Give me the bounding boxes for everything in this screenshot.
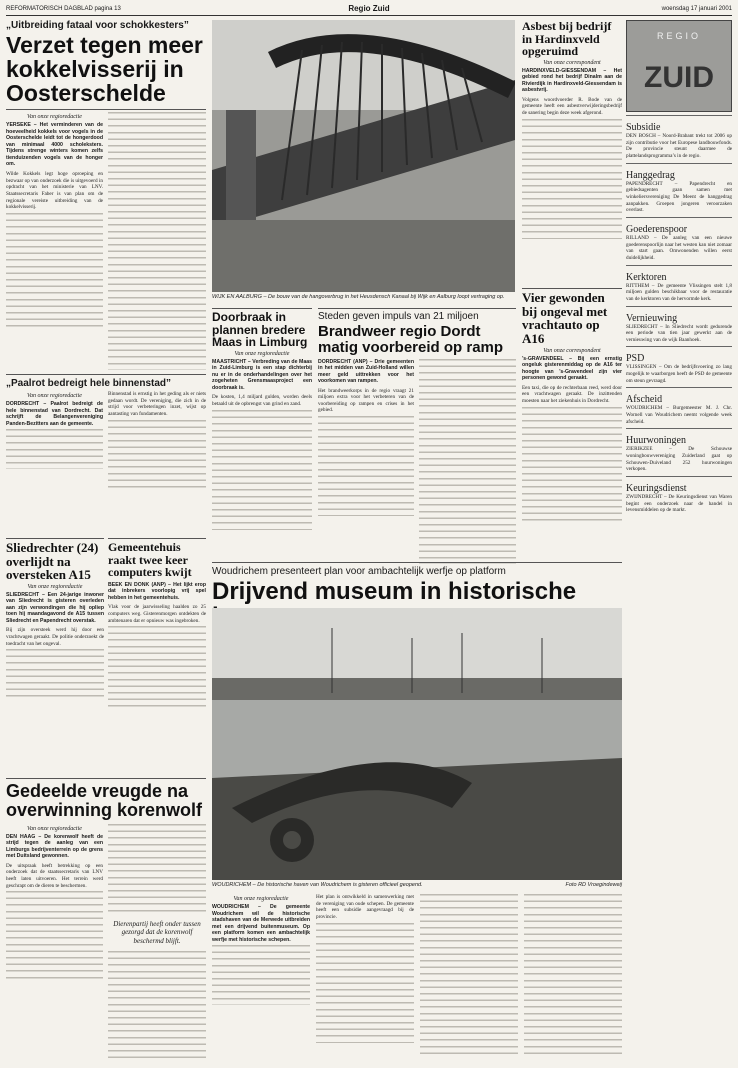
byline: Van onze regioredactie (27, 825, 82, 832)
byline: Van onze regioredactie (27, 393, 82, 399)
article-kokkelvisserij (6, 20, 206, 370)
sidebar-section-title: Goederenspoor (626, 223, 688, 235)
article-museum-body (212, 894, 622, 1062)
article-brandweer (318, 308, 516, 560)
sidebar-section-text: RITTHEM – De gemeente Vlissingen stelt 1,8 miljoen gulden beschikbaar voor de restauratie van de kerktoren van de hervormde kerk. (626, 282, 732, 302)
pull-quote: Dierenpartij heeft onder tussen gezorgd dat de korenwolf beschermd blijft. (113, 919, 201, 945)
sidebar-section-title: Vernieuwing (626, 312, 678, 324)
lead: YERSEKE – Het verminderen van de hoeveelheid kokkels voor vogels in de Oosterschelde leidt tot de hongerdood van minimaal 4000 scholeksters. Tijdens strenge winters komen zelfs tienduizenden vogels van de honger om. (6, 122, 103, 168)
body: Bij zijn oversteek werd hij door een vrachtwagen geraakt. De politie onderzoekt de toedracht van het ongeval. (6, 627, 104, 647)
body: Vlak voor de jaarwisseling haalden zo 25 computers weg. Gisterenmorgen ontdekten de ambtenaren dat er opnieuw was ingebroken. (108, 604, 206, 624)
headline: Vier gewonden bij ongeval met vrachtauto op A16 (522, 290, 608, 346)
sidebar-section-title: Huurwoningen (626, 435, 686, 447)
logo-top: REGIO (656, 31, 701, 41)
headline: Sliedrechter (24) overlijdt na oversteken A15 (6, 540, 99, 583)
body: Binnenstad is ernstig in het geding als er niets gedaan wordt. De vereniging, die zich in de strijd voor verbeteringen inzet, wijst op aantasting van fundamenten. (108, 391, 206, 417)
headline: Gedeelde vreugde na overwinning korenwolf (6, 781, 203, 820)
sidebar-section-title: Afscheid (626, 394, 663, 406)
body: Wilde Kokkels legt hoge oproeping en bezwaar op van onderzoek die is uitgevoerd in opdracht van het ministerie van LNV. Staatssecretaris Faber is van plan om de regionale vereiste uitbreiding van de kokkelvisserij. (6, 170, 103, 211)
byline: Van onze regioredactie (233, 896, 289, 902)
sidebar-section-text: ZWIJNDRECHT – De Keuringsdienst van Waren begint een onderzoek naar de handel in levensmiddelen op de markt. (626, 494, 732, 514)
sidebar-section-text: WOUDRICHEM – Burgemeester M. J. Chr. Wornell van Woudrichem neemt volgende week afscheid. (626, 405, 732, 425)
headline: Brandweer regio Dordt matig voorbereid op ramp (318, 323, 504, 356)
photo-credit: Foto RD Vroegindeweij (565, 882, 622, 888)
sidebar-section (626, 428, 732, 473)
sidebar-section-text: ZIERIKZEE – De Schouwse woningbouwvereniging Zuiderland gaat op Schouwen-Duiveland 252 huurwoningen verkopen. (626, 446, 732, 473)
headline: Drijvend museum in historische (212, 578, 577, 605)
photo-harbour (212, 608, 622, 880)
bridge-photo-image (212, 20, 515, 292)
body: Een taxi, die op de rechterbaan reed, werd door een vrachtwagen geraakt. De inzittenden moesten naar het ziekenhuis in Dordrecht. (522, 384, 622, 404)
harbour-photo-image (212, 608, 622, 880)
kicker: Steden geven impuls van 21 miljoen (318, 311, 479, 322)
logo-bottom: ZUID (644, 61, 714, 94)
sidebar-section-title: Kerktoren (626, 271, 667, 283)
sidebar-section (626, 265, 732, 303)
body: Het plan is ontwikkeld in samenwerking met de vereniging van oude schepen. De gemeente heeft een subsidie aangevraagd bij de provincie. (316, 894, 414, 920)
sidebar-section (626, 163, 732, 214)
sidebar-section-text: DEN BOSCH – Noord-Brabant trekt tot 2006 op zijn contributie voor het Europese landbouwfonds. De provincie steunt daarmee de plattelandsprogramma’s in de regio. (626, 133, 732, 159)
section-title: Regio Zuid (348, 4, 390, 13)
byline: Van onze regioredactie (27, 114, 82, 121)
article-vier-gewonden (522, 288, 622, 560)
sidebar-section (626, 115, 732, 160)
article-computers (108, 538, 206, 773)
photo-caption: WOUDRICHEM – De historische haven van Woudrichem is gisteren officieel geopend. (212, 882, 423, 888)
lead: HARDINXVELD-GIESSENDAM – Het gebied rond het bedrijf Dinalm aan de Rivierdijk in Hardinxveld-Giessendam is asbestvrij. (522, 67, 622, 94)
byline: Van onze correspondent (543, 59, 601, 66)
lead: BEEK EN DONK (ANP) – Het lijkt erop dat inbrekers voorlopig vrij spel hebben in het gemeentehuis. (108, 581, 206, 601)
article-paalrot (6, 374, 206, 534)
lead: DORDRECHT (ANP) – Drie gemeenten in het midden van Zuid-Holland willen meer geld uittrekken voor het voorkomen van rampen. (318, 358, 414, 384)
sidebar-section-title: Hanggedrag (626, 169, 675, 181)
headline: Gemeentehuis raakt twee keer computers kwijt (108, 540, 192, 580)
sidebar-section (626, 476, 732, 514)
lead: DEN HAAG – De korenwolf heeft de strijd tegen de aanleg van een Limburgs bedrijventerrein op de grens met Duitsland gewonnen. (6, 833, 103, 860)
body: De kosten, 1,4 miljard gulden, worden deels betaald uit de opbrengst van grind en zand. (212, 394, 312, 407)
sidebar-section (626, 346, 732, 384)
sidebar-section-text: RILLAND – De aanleg van een nieuwe goederenspoorlijn naar het westen kan niet zomaar van start gaan. Omwonenden willen eerst duidelijkheid. (626, 234, 732, 261)
sidebar-section-text: VLISSINGEN – Om de bedrijfsvoering zo lang mogelijk te waarborgen heeft de PSD de gemeente om steun gevraagd. (626, 364, 732, 384)
date: woensdag 17 januari 2001 (661, 6, 732, 12)
article-korenwolf (6, 778, 206, 1062)
sidebar-section (626, 217, 732, 262)
byline: Van onze regioredactie (27, 583, 83, 590)
sidebar-section-title: Subsidie (626, 122, 661, 133)
museum-caption-row (212, 882, 622, 892)
body: De uitspraak heeft betrekking op een onderzoek dat de staatssecretaris van LNV heeft laten uitvoeren. Het terrein werd geschrapt om de dieren te beschermen. (6, 862, 103, 889)
body: Het brandweerkorps in de regio vraagt 21 miljoen extra voor het verbeteren van de voorbereiding op rampen en crises in het gebied. (318, 387, 414, 414)
headline: Doorbraak in plannen bredere Maas in Limburg (212, 310, 308, 350)
headline: Verzet tegen meer kokkelvisserij in Oosterschelde (6, 32, 203, 107)
headline: Asbest bij bedrijf in Hardinxveld opgeruimd (522, 19, 612, 59)
article-asbest (522, 20, 622, 282)
kicker: „Paalrot bedreigt hele binnenstad” (6, 378, 172, 389)
page-header (6, 4, 732, 16)
kicker: „Uitbreiding fataal voor schokkesters” (6, 20, 189, 31)
article-doorbraak (212, 308, 312, 560)
lead: DORDRECHT – Paalrot bedreigt de hele binnenstad van Dordrecht. Dat schrijft de Belangenvereniging Panden-Bezitters aan de gemeente. (6, 401, 103, 427)
sidebar-section-title: Keuringsdienst (626, 483, 687, 495)
lead: ’s-GRAVENDEEL – Bij een ernstig ongeluk gisterenmiddag op de A16 ter hoogte van ’s-Gravendeel zijn vier personen gewond geraakt. (522, 355, 622, 382)
article-museum-head (212, 562, 622, 606)
photo-bridge (212, 20, 515, 292)
byline: Van onze regioredactie (234, 350, 290, 357)
lead: MAASTRICHT – Verbreding van de Maas in Zuid-Limburg is een stap dichterbij nu er in de onderhandelingen over het zogeheten Grensmaasproject een doorbraak is. (212, 358, 312, 391)
regio-logo (626, 20, 732, 112)
sidebar-section-text: PAPENDRECHT – Papendrecht en gebiedsagenten gaan samen met winkeliersvereniging De Meent de hanggedrag aanpakken. Groepen jongeren veroorzaken overlast. (626, 180, 732, 214)
sidebar-regio-zuid (626, 20, 732, 1062)
photo-caption: WIJK EN AALBURG – De bouw van de hangoverbrug in het Heusdensch Kanaal bij Wijk en Aalburg loopt vertraging op. (212, 294, 505, 300)
lead: WOUDRICHEM – De gemeente Woudrichem wil de historische stadshaven van de Merwede uitbreiden met een drijvend buitenmuseum. Op een platform komen een ambachtelijk werfje met historische schepen. (212, 904, 310, 943)
sidebar-section (626, 387, 732, 425)
article-sliedrecht (6, 538, 104, 773)
sidebar-section (626, 306, 732, 344)
sidebar-section-text: SLIEDRECHT – In Sliedrecht wordt gedurende een periode van tien jaar gewerkt aan de vernieuwing van de wijk Baanhoek. (626, 323, 732, 343)
paper-name: REFORMATORISCH DAGBLAD pagina 13 (6, 6, 121, 12)
lead: SLIEDRECHT – Een 24-jarige inwoner van Sliedrecht is gisteren overleden aan zijn verwondingen die hij opliep toen hij maandagavond de A15 tussen Sliedrecht en Papendrecht overstak. (6, 591, 104, 624)
byline: Van onze correspondent (543, 347, 601, 354)
body: Volgens woordvoerder R. Bode van de gemeente heeft een asbestverwijderingsbedrijf de sanering begin deze week afgerond. (522, 96, 622, 117)
sidebar-section-title: PSD (626, 353, 645, 365)
kicker: Woudrichem presenteert plan voor ambachtelijk werfje op platform (212, 566, 506, 577)
